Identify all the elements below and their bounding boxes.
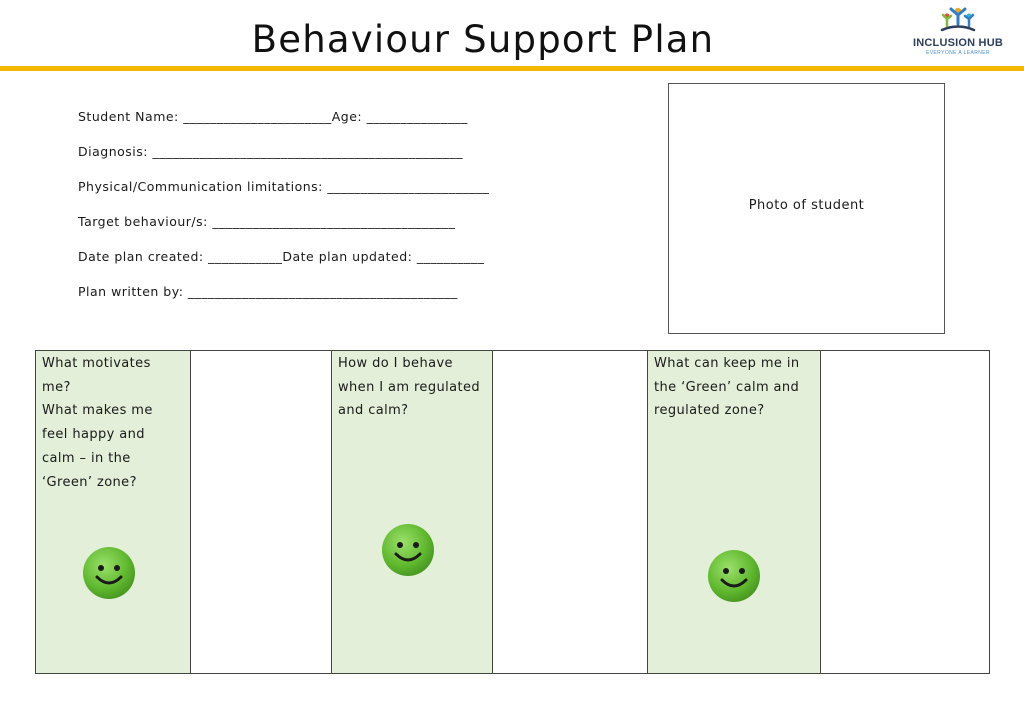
question-line: What motivates: [42, 356, 151, 371]
motivation-question-cell: [36, 351, 191, 673]
question-line: regulated zone?: [654, 403, 765, 419]
student-name-age-field[interactable]: Student Name: ______________________Age: _______________: [78, 109, 468, 124]
logo-figures-icon: [936, 6, 980, 36]
page-title: Behaviour Support Plan: [251, 18, 715, 61]
smiley-face-icon: [81, 545, 137, 601]
question-line: What makes me: [42, 403, 153, 419]
diagnosis-field[interactable]: Diagnosis: ______________________________________________: [78, 144, 463, 159]
question-line: How do I behave: [338, 356, 453, 371]
logo-wordmark: INCLUSION HUB: [913, 37, 1003, 49]
photo-label: Photo of student: [748, 198, 865, 213]
plan-author-field[interactable]: Plan written by: ________________________________________: [78, 284, 458, 299]
regulated-answer-cell[interactable]: [493, 351, 648, 673]
green-zone-question-cell: [648, 351, 821, 673]
question-line: and calm?: [338, 403, 409, 419]
smiley-face-icon: [380, 522, 436, 578]
motivation-answer-cell[interactable]: [191, 351, 332, 673]
limitations-field[interactable]: Physical/Communication limitations: ________________________: [78, 179, 490, 194]
question-line: feel happy and: [42, 427, 145, 443]
question-line: when I am regulated: [338, 379, 481, 395]
plan-dates-field[interactable]: Date plan created: ___________Date plan updated: __________: [78, 249, 485, 264]
motivation-question: [42, 352, 153, 494]
question-line: What can keep me in: [654, 356, 800, 371]
regulated-question-cell: [332, 351, 493, 673]
green-zone-answer-cell[interactable]: [821, 351, 989, 673]
student-photo-box[interactable]: [668, 83, 945, 334]
target-behaviour-field[interactable]: Target behaviour/s: ____________________________________: [78, 214, 456, 229]
question-line: me?: [42, 379, 71, 395]
green-zone-question: [654, 352, 799, 423]
question-line: calm – in the: [42, 450, 131, 466]
question-line: the ‘Green’ calm and: [654, 379, 800, 395]
header-rule: [0, 66, 1024, 71]
regulated-question: [338, 352, 480, 423]
zones-table: [35, 350, 990, 674]
inclusion-hub-logo: [906, 6, 1010, 56]
smiley-face-icon: [706, 548, 762, 604]
question-line: ‘Green’ zone?: [42, 474, 137, 490]
logo-tagline: EVERYONE A LEARNER: [925, 50, 991, 56]
